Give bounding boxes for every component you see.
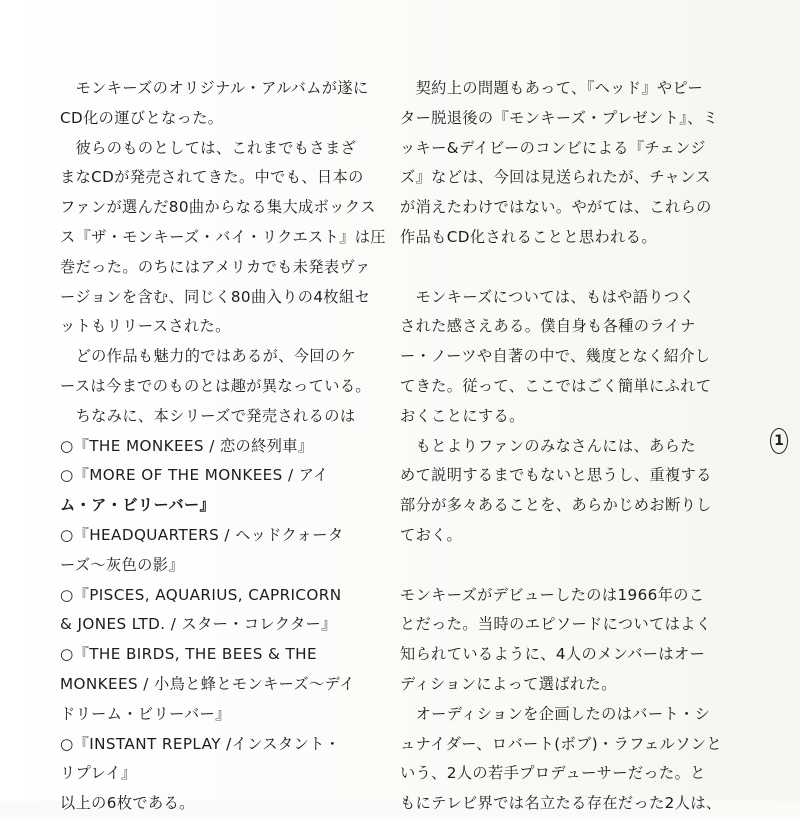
text-line: された感さえある。僕自身も各種のライナ (400, 317, 696, 336)
album-list-item: ○『THE BIRDS, THE BEES & THE (60, 645, 317, 664)
paragraph-about (400, 283, 712, 551)
text-line: ちなみに、本シリーズで発売されるのは (60, 406, 356, 425)
album-list-item: ○『INSTANT REPLAY /インスタント・ (60, 734, 341, 753)
text-line: ス『ザ・モンキーズ・バイ・リクエスト』は圧 (60, 227, 386, 246)
album-list-item-cont: リプレイ』 (60, 764, 137, 783)
text-line: 契約上の問題もあって、『ヘッド』やピー (400, 79, 704, 97)
text-line: 部分が多々あることを、あらかじめお断りし (400, 496, 712, 515)
album-list-item: ○『HEADQUARTERS / ヘッドクォータ (60, 525, 344, 544)
album-list-item: ○『PISCES, AQUARIUS, CAPRICORN (60, 585, 342, 604)
left-text-column (60, 74, 386, 819)
text-line: 作品もCD化されることと思われる。 (400, 227, 657, 246)
text-line: ファンが選んだ80曲からなる集大成ボックス (60, 198, 376, 217)
text-line: もとよりファンのみなさんには、あらた (400, 436, 696, 455)
right-text-column (400, 74, 722, 819)
album-list-item-cont: ム・ア・ビリーバー』 (60, 496, 216, 515)
album-list-item-cont: ドリーム・ビリーバー』 (60, 704, 231, 723)
text-line: ておく。 (400, 525, 463, 544)
text-line: ースは今までのものとは趣が異なっている。 (60, 376, 371, 395)
text-line: が消えたわけではない。やがては、これらの (400, 198, 712, 217)
text-line: てきた。従って、ここではごく簡単にふれて (400, 376, 712, 395)
paragraph-gap (400, 551, 708, 581)
text-line: ッキー&デイビーのコンビによる『チェンジ (400, 138, 706, 157)
text-line: どの作品も魅力的ではあるが、今回のケ (60, 347, 357, 366)
album-list-item: ○『THE MONKEES / 恋の終列車』 (60, 436, 314, 455)
text-line: ディションによって選ばれた。 (400, 674, 617, 693)
text-line: CD化の運びとなった。 (60, 108, 224, 127)
album-list-item-cont: MONKEES / 小鳥と蜂とモンキーズ〜デイ (60, 674, 355, 693)
text-line: 以上の6枚である。 (60, 794, 195, 813)
paragraph-gap (400, 253, 708, 283)
text-line: ー・ノーツや自著の中で、幾度となく紹介し (400, 347, 711, 366)
album-list-item-cont: & JONES LTD. / スター・コレクター』 (60, 615, 337, 634)
page-number: 1 (770, 428, 788, 454)
text-line: ットもリリースされた。 (60, 317, 231, 336)
text-line: モンキーズについては、もはや語りつく (400, 287, 696, 306)
text-line: ュナイダー、ロバート(ボブ)・ラフェルソンと (400, 734, 722, 753)
text-line: もにテレビ界では名立たる存在だった2人は、 (400, 794, 722, 813)
text-line: 知られているように、4人のメンバーはオー (400, 645, 706, 664)
text-line: 巻だった。のちにはアメリカでも未発表ヴァ (60, 257, 371, 276)
text-line: おくことにする。 (400, 406, 525, 425)
text-line: ズ』などは、今回は見送られたが、チャンス (400, 168, 711, 187)
album-list-item: ○『MORE OF THE MONKEES / アイ (60, 466, 329, 485)
text-line: ージョンを含む、同じく80曲入りの4枚組セ (60, 287, 371, 306)
text-line: いう、2人の若手プロデューサーだった。と (400, 764, 706, 783)
text-line: オーディションを企画したのはバート・シ (400, 704, 711, 723)
text-line: まなCDが発売されてきた。中でも、日本の (60, 168, 364, 187)
paragraph-debut (400, 581, 722, 819)
paragraph-contract (400, 74, 719, 253)
album-list-item-cont: ーズ〜灰色の影』 (60, 555, 184, 574)
text-line: モンキーズのオリジナル・アルバムが遂に (60, 79, 369, 97)
text-line: 彼らのものとしては、これまでもさまざ (60, 138, 357, 157)
text-line: とだった。当時のエピソードについてはよく (400, 615, 712, 634)
text-line: ター脱退後の『モンキーズ・プレゼント』、ミ (400, 108, 719, 127)
text-line: モンキーズがデビューしたのは1966年のこ (400, 585, 705, 604)
text-line: めて説明するまでもないと思うし、重複する (400, 466, 712, 485)
